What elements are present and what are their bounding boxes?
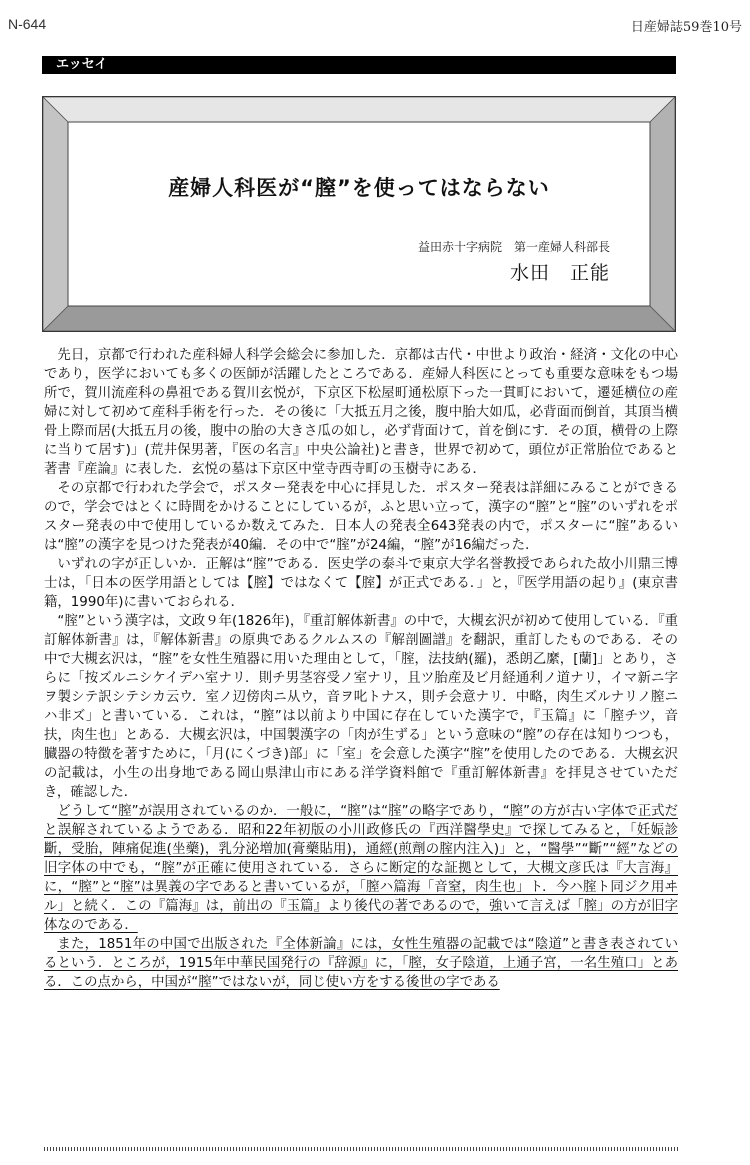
bevel-frame-graphic [42,96,676,332]
paragraph-2: その京都で行われた学会で，ポスター発表を中心に拝見した．ポスター発表は詳細にみることができるので，学会ではとくに時間をかけることにしているが，ふと思い立って，漢字の“膣”と“腟”のいずれをポスター発表の中で使用しているか数えてみた．日本人の発表全643発表の内で，ポスターに“腟”あるいは“膣”の漢字を見つけた発表が40編．その中で“腟”が24編，“膣”が16編だった． [44,481,678,553]
paragraph-1: 先日，京都で行われた産科婦人科学会総会に参加した．京都は古代・中世より政治・経済・文化の中心であり，医学においても多くの医師が活躍したところである．産婦人科医にとっても重要な意味をもつ場所で，賀川流産科の鼻祖である賀川玄悦が，下京区下松屋町通松原下った一貫町において，遷延横位の産婦に対して初めて産科手術を行った．その後に「大抵五月之後，腹中胎大如瓜，必背面而倒首，其頂当横骨上際而居(大抵五月の後，腹中の胎の大きさ瓜の如し，必ず背面けて，首を倒にす．その頂，横骨の上際に当りて居す)」(荒井保男著，『医の名言』中央公論社)と書き，世界で初めて，頭位が正常胎位であると著書『産論』に表した．玄悦の墓は下京区中堂寺西寺町の玉樹寺にある． [44,348,678,477]
journal-issue: 日産婦誌59巻10号 [630,20,742,35]
title-frame [42,96,676,332]
article-title: 産婦人科医が“膣”を使ってはならない [168,176,550,200]
paragraph-3: いずれの字が正しいか．正解は“腟”である．医史学の泰斗で東京大学名誉教授であられた故小川鼎三博士は，「日本の医学用語としては【膣】ではなくて【腟】が正式である．」と，『医学用語の起り』(東京書籍，1990年)に書いておられる． [44,557,678,610]
section-label: エッセイ [42,56,676,74]
author-affiliation: 益田赤十字病院 第一産婦人科部長 [417,240,610,254]
paragraph-6: また，1851年の中国で出版された『全体新論』には，女性生殖器の記載では“陰道”と書き表されているという．ところが，1915年中華民国発行の『辞源』に，「膣，女子陰道，上通子宮，一名生殖口」とある．この点から，中国が“膣”ではないが，同じ使い方をする後世の字である [44,937,678,990]
page-number: N-644 [8,16,47,32]
author-name: 水田 正能 [509,262,610,284]
paragraph-5: どうして“膣”が誤用されているのか．一般に，“膣”は“腟”の略字であり，“膣”の方が古い字体で正式だと誤解されているようである．昭和22年初版の小川政修氏の『西洋醫學史』で探してみると，「妊娠診斷，受胎，陣痛促進(坐藥)，乳分泌増加(膏藥貼用)，通經(煎劑の腟内注入)」と，“醫學”“斷”“經”などの旧字体の中でも，“腟”が正確に使用されている．さらに断定的な証拠として，大槻文彦氏は『大言海』に，“膣”と“腟”は異義の字であると書いているが，「膣ハ篇海「音窒，肉生也」ト．今ハ腟ト同ジク用ヰル」と続く．この『篇海』は，前出の『玉篇』より後代の著であるので，強いて言えば「膣」の方が旧字体なのである． [44,804,678,933]
article-body [44,346,678,992]
footer-rule [44,1147,678,1151]
paragraph-4: “腟”という漢字は，文政９年(1826年)，『重訂解体新書』の中で，大槻玄沢が初めて使用している．『重訂解体新書』は，『解体新書』の原典であるクルムスの『解剖圖譜』を翻訳，重訂したものである．その中で大槻玄沢は，“腟”を女性生殖器に用いた理由として，「腟，法技納(羅)，悉朗乙縻，[蘭]」とあり，さらに「按ズルニシケイデハ室ナリ．則チ男茎容受ノ室ナリ，且ツ胎産及ビ月経通利ノ道ナリ，イマ新ニ字ヲ製シテ訳シテシカ云ウ．室ノ辺傍肉ニ从ウ，音ヲ叱トナス，則チ会意ナリ．中略，肉生ズルナリノ膣ニハ非ズ」と書いている．これは，“膣”は以前より中国に存在していた漢字で，『玉篇』に「膣チツ，音扶，肉生也」とある．大槻玄沢は，中国製漢字の「肉が生ずる」という意味の“膣”の存在は知りつつも，臓器の特徴を著すために，「月(にくづき)部」に「室」を会意した漢字“腟”を使用したのである．大槻玄沢の記載は，小生の出身地である岡山県津山市にある洋学資料館で『重訂解体新書』を拝見させていただき，確認した． [44,614,678,800]
